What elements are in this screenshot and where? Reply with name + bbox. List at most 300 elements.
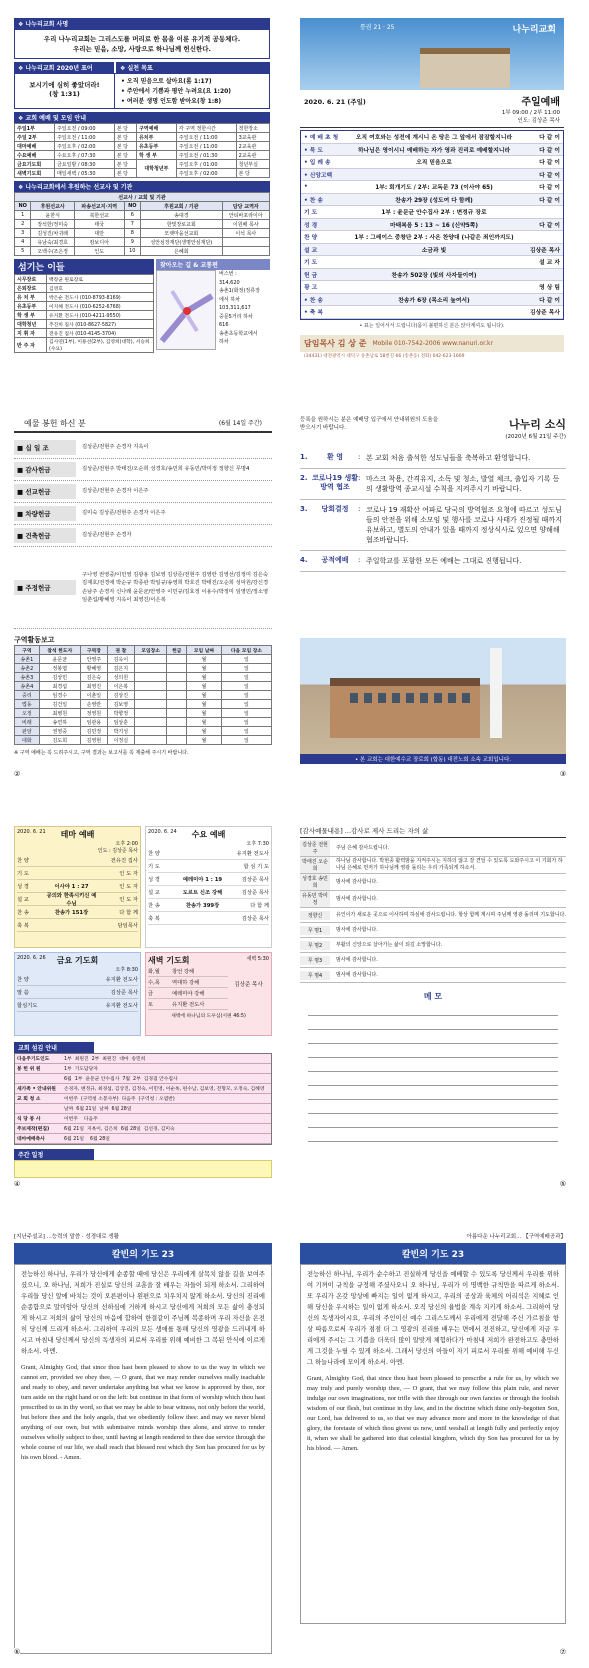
offering-row [14,525,272,547]
dawn-row [148,999,228,1010]
news-num: 3. [300,505,308,513]
order-person: 다 같 이 [539,172,560,179]
order-label: • 축 복 [304,310,323,317]
district-row [15,727,272,736]
serve-cell: 6월 [64,1077,72,1082]
worship-cell: 2교육관 [236,142,269,151]
district-cell [134,709,167,718]
district-row [15,736,272,745]
sun-person: 인 도 자 [119,871,138,877]
district-cell: 일 [221,691,271,700]
staff-name: 백장균 원로장로 [47,275,154,284]
district-cell: 비래 [15,718,40,727]
prayer-title: 칼빈의 기도 23 [300,1243,566,1264]
order-label: • 찬 송 [304,297,323,304]
wed-content: 예레미야 1 : 19 [182,877,223,883]
wed-content: 찬송가 399장 [185,903,220,909]
staff-row [15,293,154,302]
district-cell: 김민정 [80,727,107,736]
prayer-korean: 전능하신 하나님, 우리가 당신에게 순종할 때에 당신은 우리에게 살목치 않을 길을 보여주셨으니, 오 하나님, 저희가 진실로 당신의 교훈을 잘 배우는 자들이 되게 하소서. 그리하여 우리들 당신 앞에 바치는 것이 오른편이나 왼편으로 치우치지 않게 하소서. 당신의 진리에 순종함으로 말미암아 당신의 선하심에 거하게 하시고 당신에게 저희의 모든 삶이 충성되게 하시고 저희의 삶이 당신의 마음에 합하여 한결같이 주님께 복종하며 우리 자신을 온전히 당신께 드리게 하소서. 그리하여 우리의 모든 생애를 통해 당신의 영광을 드러내게 하시고 마침내 당신께서 당신의 독생자의 피로써 우리를 위해 예비한 그 복된 안식에 이르게 하소서. 아멘. [21,1271,265,1355]
serve-cell: 다음주 [83,1117,98,1122]
wed-label: 설 교 [148,890,160,896]
serve-cell: 6월 28일 [89,1137,110,1142]
mission-head-cell: 후원교회 / 기관 [141,202,223,211]
thanks-donor: 무 명4 [300,971,330,980]
serve-cell: 다음주 [121,1097,136,1102]
wed-time: 오후 7:30 [246,841,269,847]
thanks-text: 주님 은혜 감사드립니다. [336,844,390,851]
order-label: 성 경 [304,222,318,229]
page-4 [300,416,566,778]
dawn-row [148,988,228,999]
district-title: 구역활동보고 [14,636,55,644]
offering-names: 김상준/전현주 손경자 이은주 [82,488,149,495]
fri-row [17,973,138,986]
serve-cell: 대마예배축사 [17,1137,45,1142]
mission-cell [222,247,269,256]
order-person: 다 같 이 [539,135,560,142]
wed-person: 김상준 목사 [241,916,269,922]
serve-cell: 다음주기도인도 [17,1057,50,1062]
district-cell [167,691,187,700]
dawn-title: 새벽 기도회 [148,956,190,965]
fri-date: 2020. 6. 26 [17,955,46,961]
service-date: 2020. 6. 21 (주일) [304,98,366,106]
mission-cell: 태국 [74,220,124,229]
staff-row [15,275,154,284]
vision-box [14,29,270,59]
district-row [15,709,272,718]
dawn-day: 금 [148,991,154,997]
news-item [300,448,566,469]
schedule-title: 주간 일정 [14,1149,94,1160]
worship-cell: 새벽기도회 [15,169,55,178]
mission-cell: 5 [15,247,31,256]
bus-line: 에서 하차 [219,296,240,303]
district-cell: 송연하 [39,718,80,727]
worship-cell: 주일오전 / 09:00 [54,124,114,133]
memo-line [308,1100,558,1114]
page-3 [14,416,272,778]
district-cell: 권영중 [39,727,80,736]
staff-role: 반 주 자 [15,338,47,353]
district-cell: 대화 [15,736,40,745]
staff-name: 박은순 전도사 (010-8793-8169) [47,293,154,302]
news-date: (2020년 6월 21일 주간) [505,434,566,440]
issue-number: 통권 21 · 25 [360,24,395,31]
worship-info-title: ❖ 교회 예배 및 모임 안내 [14,112,270,123]
prayer-body [300,1264,566,1624]
thanks-row [300,840,566,857]
offering-names: 김미숙 김상준/전현주 손경자 이은주 [82,510,166,517]
worship-row [15,133,270,142]
offering-names: 김상준/전현주 손경자 지옥이 [82,444,149,451]
order-content: 오직 여호와는 성전에 계시니 온 땅은 그 앞에서 잠잠할지니라 [355,135,513,142]
staff-name: 전유진 집사 (010-4145-3704) [47,329,154,338]
worship-cell: 본 당 [236,169,269,178]
memo-line [308,1016,558,1030]
district-cell: 일 [221,673,271,682]
order-row [301,181,563,194]
offering-type: ■ 감사헌금 [14,462,76,477]
district-footnote: ※ 구역 예배는 꼭 드려주시고, 구역 결과는 보고서를 꼭 제출해 주시기 바랍니다. [14,750,189,756]
district-cell: 송촌4 [15,682,40,691]
thanks-donor: 무 명1 [300,926,330,935]
district-tag: 아름다운 나누리교회... 【구역예배공과】 [466,1234,566,1240]
map-roads-icon [157,271,217,351]
worship-cell: 본 당 [114,142,136,151]
wed-content: 도르트 신조 강해 [182,890,223,896]
wed-row [148,899,269,912]
photo-caption: • 본 교회는 대한예수교 장로회 (합동) 대전노회 소속 교회입니다. [300,754,566,764]
worship-cell: 유치부 [136,133,176,142]
district-cell [167,718,187,727]
order-row [301,169,563,182]
district-cell: 오정 [15,709,40,718]
mission-cell: 대만 [74,229,124,238]
serve-cell: (구역청 : 오엽반) [138,1097,175,1102]
district-cell: 정봉엽 [39,664,80,673]
news-heading: 코로나19 생활방역 협조 [312,474,358,491]
sunday-afternoon-service [14,826,141,948]
dawn-prayer [145,952,272,1036]
district-cell [134,736,167,745]
offering-names: 구나영 권영중/이민영 김광용 김보영 김상준/전현주 김영란 김영선/김정미 김은숙 김재호/전경애 박순규 박종관 박일규/송영희 박호진 박태진/오순희 성덕원/강신경 손남주 손경자 신나래 윤문균/안영주 이민규/김효정 이용수/박정미 임영민/정소영 임춘섭/황혜영 지옥이 최영진/이은복 [82,571,269,603]
district-cell: 김보영 [107,700,134,709]
serve-cell: 최원진 [74,1057,89,1062]
page-number: ④ [14,1180,21,1188]
offering-type: ■ 주정헌금 [14,580,76,595]
mission-row [15,211,270,220]
serve-cell: 김선경, 김미숙 [143,1127,175,1132]
mission-cell: 4 [15,238,31,247]
district-head-cell: 참석 한도자 [39,646,80,655]
district-cell: 일 [221,655,271,664]
serve-cell: 6월 28일 [111,1107,132,1112]
district-cell: 김상진 [107,691,134,700]
thanks-text: 범사에 감사합니다. [336,895,378,902]
order-content: 찬송가 502장 (빛의 사자들이여) [391,272,477,279]
serve-table [14,1053,272,1145]
offering-type: ■ 십 일 조 [14,440,76,455]
serve-row [15,1074,271,1084]
order-person: 다 같 이 [539,197,560,204]
mission-cell: 유남숙/최경호 [31,238,75,247]
district-cell: 이정실 [107,736,134,745]
mission-cell: 오백수/조은정 [31,247,75,256]
thanks-donor: 성경호 송민희 [300,874,330,890]
district-cell: 임관용 [80,718,107,727]
serve-cell: 6월 28일 [120,1127,141,1132]
order-person: 김상준 목사 [529,310,560,317]
schedule-box [14,1160,272,1178]
church-photo [300,638,566,754]
serve-row [15,1094,271,1104]
worship-cell: 대학청년부 [136,160,176,178]
mission-cell: 캄보디아 [74,238,124,247]
district-cell [134,664,167,673]
mission-cell: 한빛장로교회 [141,220,223,229]
sermon-tag: [지난주설교] ...능력의 말씀 · 성경대로 생활 [14,1234,120,1240]
sun-order [17,854,138,932]
memo-line [308,1002,558,1016]
sun-leader: 인도 : 김상준 목사 [97,848,138,854]
fri-title: 금요 기도회 [56,956,99,965]
thanks-row [300,923,566,938]
order-content: 찬송가 6장 (목소리 높여서) [398,297,470,304]
district-cell: 김영현 [80,736,107,745]
district-cell: 일 [221,718,271,727]
order-label: • 찬 송 [304,197,323,204]
cover-banner [300,18,564,90]
order-label: 헌 금 [304,272,318,279]
sun-row [17,867,138,880]
mission-cell: 1 [15,211,31,220]
mission-head [15,202,270,211]
wednesday-service [145,826,272,948]
news-item [300,469,566,500]
district-cell: 송촌3 [15,673,40,682]
dawn-order [148,966,228,1010]
order-content: 하나님은 영이시니 예배하는 자가 영과 진리로 예배할지니라 [357,147,511,154]
page-2 [300,18,564,372]
goal-item: • 오직 믿음으로 살아요(롬 1:17) [121,78,212,85]
page-5 [14,826,272,1188]
serve-cell: 손경자, 변정규, 최경섭, 김상진, 김정숙, 이민영, 이순옥, 편수남, 김보영, 전형모, 오정숙, 김혜영 [64,1087,265,1092]
district-cell: 송촌1 [15,655,40,664]
district-head-cell: 모임 날짜 [187,646,222,655]
district-cell: 월 [187,709,222,718]
wed-label: 기 도 [148,864,160,870]
dawn-note: 새벽에 하나님의 도우심(시편 46:5) [171,1014,246,1019]
staff-row [15,284,154,293]
district-cell: 최병원 [39,709,80,718]
worship-cell: 주일오후 / 02:00 [54,142,114,151]
page-1 [14,18,270,372]
district-cell [167,700,187,709]
serve-row [15,1084,271,1094]
staff-row [15,329,154,338]
mission-cell: 3 [15,229,31,238]
order-label: • 묵 도 [304,147,323,154]
serve-cell: 날짜 [64,1107,74,1112]
news-colon: : [358,556,361,564]
memo-line [308,1128,558,1142]
district-cell [134,700,167,709]
memo-lines [300,1002,566,1142]
serve-cell: 식 당 봉 사 [17,1117,41,1122]
wed-person: 김상준 목사 [241,877,269,883]
wed-label: 축 복 [148,916,160,922]
district-cell: 임경수 [39,691,80,700]
order-content: 찬송가 29장 (성도여 다 함께) [395,197,473,204]
mission-title: ❖ 나누리교회에서 후원하는 선교사 및 기관 [14,181,270,192]
district-cell [167,655,187,664]
serve-title: 교회 섬김 안내 [14,1042,94,1053]
sun-label: 기 도 [17,871,29,877]
district-cell: 이은복 [107,682,134,691]
district-cell: 월 [187,727,222,736]
map-title: 찾아오는 길 & 교통편 [156,259,270,270]
wed-label: 성 경 [148,877,160,883]
serve-row [15,1114,271,1124]
worship-cell: 주일오전 / 01:30 [176,151,236,160]
order-person: 설 교 자 [539,260,560,267]
staff-role: 시무장로 [15,275,47,284]
order-row [301,306,563,319]
staff-table [14,274,154,353]
thanks-text: 범사에 감사합니다. [336,971,378,978]
worship-row [15,142,270,151]
district-row [15,718,272,727]
order-label: • 입 례 송 [304,160,331,167]
page-8 [300,1232,566,1656]
district-cell [167,682,187,691]
order-label: 기 도 [304,210,318,217]
mission-cell: 10 [124,247,140,256]
registration-intro: 등록을 원하시는 분은 예배당 입구에서 안내위원의 도움을 받으시기 바랍니다. [300,417,439,431]
wed-label: 찬 양 [148,851,160,857]
serve-cell: 6월 21일 [64,1127,84,1132]
order-label: 기 도 [304,260,318,267]
district-head [15,646,272,655]
worship-table [14,123,270,178]
worship-cell: 주일오전 / 11:00 [176,142,236,151]
thanks-donor: 무 명3 [300,956,330,965]
serve-cell: 주보제작(편집) [17,1127,50,1132]
district-cell: 일 [221,682,271,691]
fri-order [17,973,138,1012]
news-colon: : [358,505,361,513]
district-cell [167,709,187,718]
vision-line-1: 우리 나누리교회는 그리스도를 머리로 한 몸을 이룬 유기적 공동체다. [43,35,241,43]
thanks-donor: 무 명2 [300,941,330,950]
thanks-donor: 박태진 오순희 [300,857,330,873]
wed-row [148,860,269,873]
worship-cell: 주일1부 [15,124,55,133]
sun-label: 찬 송 [17,910,29,916]
mission-cell: 송대경 [141,211,223,220]
district-cell: 김은숙 [80,673,107,682]
fri-time: 오후 8:30 [115,967,138,973]
district-cell [167,736,187,745]
district-cell: 일 [221,736,271,745]
district-head-cell: 다음 모임 장소 [221,646,271,655]
sun-row [17,893,138,906]
offering-names: 김상준/전현주 박태진/오순희 성경호/송민희 유동민/박미정 정향신 무명4 [82,466,250,473]
dawn-topic: 창언 강해 [172,969,195,975]
district-head-cell: 권 찰 [107,646,134,655]
worship-cell: 주일오전 / 11:00 [176,133,236,142]
worship-cell: 본 당 [114,160,136,169]
district-cell: 일 [221,664,271,673]
serve-row [15,1064,271,1074]
bus-line: 송촌초등학교에서 [219,330,258,337]
district-row [15,691,272,700]
offering-row [14,503,272,525]
motto-line-2: (창 1:31) [49,90,80,98]
news-item [300,500,566,551]
district-cell [167,664,187,673]
bus-line: 314,620 [219,279,240,286]
order-person: 다 같 이 [539,160,560,167]
page-number: ② [14,770,21,778]
service-name: 주일예배 [521,97,560,108]
order-label: 광 고 [304,285,318,292]
order-person: 다 같 이 [539,147,560,154]
pastor-contact: Mobile 010-7542-2006 www.nanuri.or.kr [372,339,493,347]
sun-row [17,919,138,932]
mission-head-cell: 담당 교역자 [222,202,269,211]
news-colon: : [358,474,361,482]
district-cell: 월 [187,673,222,682]
order-row [301,144,563,157]
dawn-topic: 예레미야 강해 [172,991,205,997]
worship-cell: 유초등부 [136,142,176,151]
order-row [301,219,563,232]
mission-cell: 모랫마을선교회 [141,229,223,238]
mission-subhead [15,193,270,202]
order-row [301,244,563,257]
district-cell: 김옥이 [107,655,134,664]
mission-row [15,229,270,238]
offering-row [14,481,272,503]
order-person: 김상준 목사 [529,247,560,254]
district-cell: 윤문균 [39,655,80,664]
dawn-topic: 유지환 전도사 [172,1002,205,1008]
thanks-text: 범사에 감사합니다. [336,926,378,933]
thanks-row [300,891,566,908]
district-cell: 최영진 [80,682,107,691]
memo-line [308,1072,558,1086]
serve-cell: 새가족 • 안내위원 [17,1087,56,1092]
order-content: 마태복음 5 : 13 ~ 16 (신약5쪽) [390,222,478,229]
mission-head-cell: NO [124,202,140,211]
fri-label: 합심기도 [17,1003,38,1009]
staff-name: 김사연(1부), 이용선(2부), 김영희(대학), 서승희(수요) [47,338,154,353]
fri-label: 말 씀 [17,990,29,996]
sun-person: 전유진 집사 [110,858,138,864]
news-heading: 공적예배 [321,556,349,564]
page-number: ⑤ [559,1180,566,1188]
mission-cell: 9 [124,238,140,247]
memo-title: 메 모 [423,992,443,1001]
order-row [301,206,563,219]
dawn-day: 토 [148,1002,154,1008]
district-cell [167,673,187,682]
order-content: 소금과 빛 [421,247,447,254]
sun-label: 찬 양 [17,858,29,864]
bus-line: 버스번 : [219,271,237,277]
thanks-row [300,908,566,923]
offering-row [14,459,272,481]
serve-cell: 7월 [122,1077,131,1082]
memo-line [308,1030,558,1044]
serve-cell: 6월 21일 [64,1137,84,1142]
news-num: 4. [300,556,308,564]
mission-head-cell: NO [15,202,31,211]
district-cell: 이춘일 [80,691,107,700]
offering-list [14,437,272,629]
staff-role: 유 치 부 [15,293,47,302]
staff-role: 학 생 부 [15,311,47,320]
staff-title: 섬기는 이들 [14,259,154,274]
prayer-english: Grant, Almighty God, that since thou hast been pleased to show to us the way in which we cannot err, provided we obey thee, — O grant, that we may render ourselves really teachable and ready to obey, and never undertake anything but what we know is approved by thee, nor turn aside on the right hand or on the left: but continue in that form of worship which thou hast prescribed to us in thy word, so that we may be able to bear witness, not only before the world, but before thee and the holy angels, that we obediently follow thee: and may we never blend anything of our own, but with submissive minds worship thee alone, and strive to render ourselves wholly subject to thee, until having at length rendered to thee due service through the whole course of our life, we shall reach that blessed rest which thy Son has procured for us by his own blood. - Amen. [21,1364,265,1461]
serve-cell: 이번주 [64,1117,78,1122]
worship-cell: 금요기도회 [15,160,55,169]
thanks-row [300,968,566,983]
serve-cell: 김경겸 안수집사 [143,1077,178,1082]
